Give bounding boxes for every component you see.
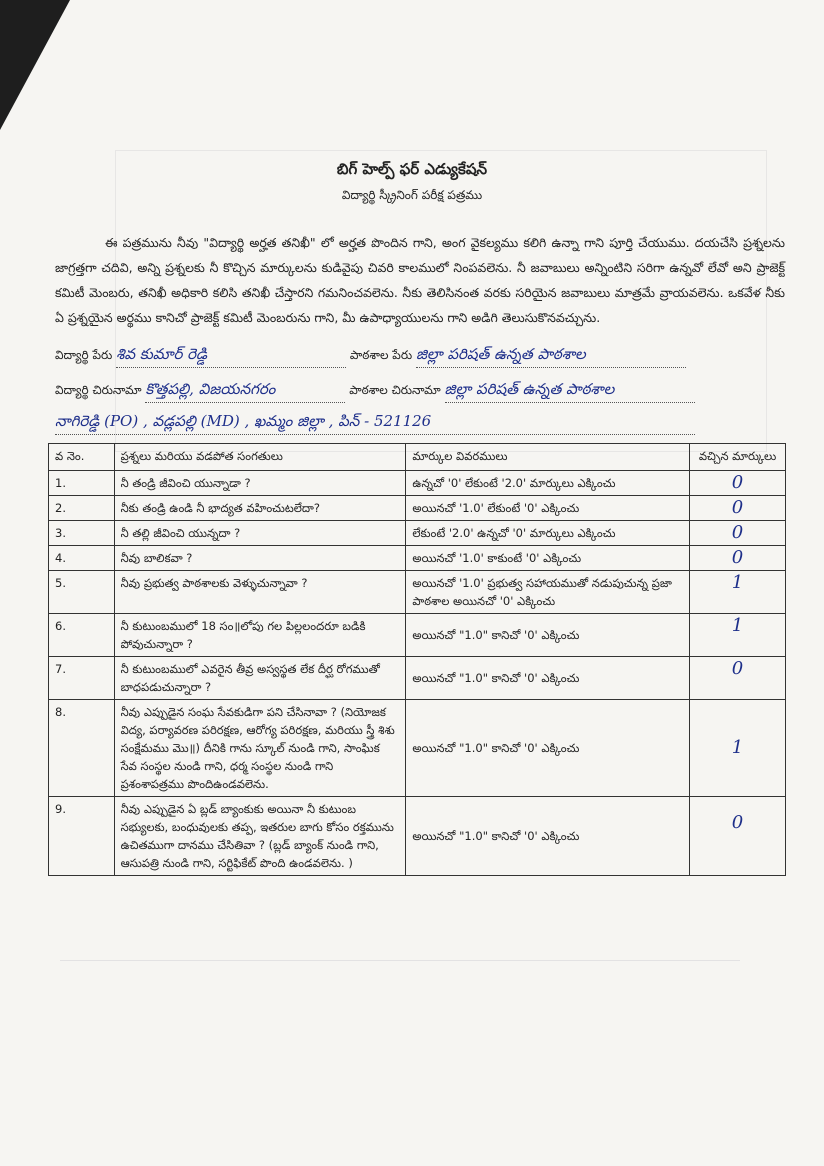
row-mark-cell[interactable] (690, 700, 786, 797)
page-title: బిగ్ హెల్ప్ ఫర్ ఎడ్యుకేషన్ (336, 160, 488, 178)
school-address-value: జిల్లా పరిషత్ ఉన్నత పాఠశాల (444, 380, 615, 398)
row-question: నీవు ప్రభుత్వ పాఠశాలకు వెళ్ళుచున్నావా ? (114, 571, 406, 614)
row-details: అయినచో '1.0' కాకుంటే '0' ఎక్కించు (406, 546, 690, 571)
student-address-field[interactable] (145, 380, 345, 403)
row-serial: 2. (49, 496, 115, 521)
row-question: నీ కుటుంబములో 18 సం॥లోపు గల పిల్లలందరూ బడికి పోవుచున్నారా ? (114, 614, 406, 657)
row-serial: 9. (49, 797, 115, 876)
row-question: నీవు ఎప్పుడైన సంఘ సేవకుడిగా పని చేసినావా ? (నియోజక విద్య, పర్యావరణ పరిరక్షణ, ఆరోగ్య పరిరక్షణ, మరియు స్త్రీ శిశు సంక్షేమము మొ॥) దీనికి గాను స్కూల్ నుండి గాని, సాంఘిక సేవ సంస్థల నుండి గాని, ధర్మ సంస్థల నుండి గాని ప్రశంశాపత్రము పొందిఉండవలెను. (114, 700, 406, 797)
bleed-through-shadow-bottom (60, 960, 740, 1051)
school-address-field[interactable] (445, 380, 695, 403)
row-mark: 1 (731, 572, 744, 593)
row-mark-cell[interactable] (690, 546, 786, 571)
table-row (49, 471, 786, 496)
row-mark: 0 (731, 522, 744, 543)
table-row (49, 546, 786, 571)
school-address-label: పాఠశాల చిరునామా (349, 383, 441, 397)
student-name-value: శివ కుమార్ రెడ్డి (116, 345, 208, 363)
address-line2-value: నాగిరెడ్డి (PO) , వడ్లపల్లి (MD) , ఖమ్మం జిల్లా , పిన్ - 521126 (55, 412, 432, 430)
row-details: అయినచో '1.0' ప్రభుత్వ సహాయముతో నడుపుచున్న ప్రజా పాఠశాల అయినచో '0' ఎక్కించు (406, 571, 690, 614)
header-marks: వచ్చిన మార్కులు (690, 444, 786, 471)
row-mark-cell[interactable] (690, 571, 786, 614)
row-details: అయినచో "1.0" కానిచో '0' ఎక్కించు (406, 657, 690, 700)
row-mark: 0 (731, 658, 744, 679)
row-question: నీ తల్లి జీవించి యున్నదా ? (114, 521, 406, 546)
row-details: అయినచో "1.0" కానిచో '0' ఎక్కించు (406, 797, 690, 876)
table-row (49, 614, 786, 657)
row-serial: 6. (49, 614, 115, 657)
row-details: అయినచో "1.0" కానిచో '0' ఎక్కించు (406, 614, 690, 657)
header-serial: వ నెం. (49, 444, 115, 471)
row-serial: 7. (49, 657, 115, 700)
field-row-name (55, 345, 686, 368)
folded-corner (0, 0, 70, 130)
row-question: నీ తండ్రి జీవించి యున్నాడా ? (114, 471, 406, 496)
row-mark-cell[interactable] (690, 797, 786, 876)
row-mark: 0 (731, 547, 744, 568)
school-name-value: జిల్లా పరిషత్ ఉన్నత పాఠశాల (415, 345, 586, 363)
school-name-label: పాఠశాల పేరు (349, 348, 413, 362)
student-address-value: కొత్తపల్లి, విజయనగరం (145, 380, 276, 398)
school-name-field[interactable] (416, 345, 686, 368)
row-details: లేకుంటే '2.0' ఉన్నచో '0' మార్కులు ఎక్కించు (406, 521, 690, 546)
row-question: నీ కుటుంబములో ఎవరైన తీవ్ర అస్వస్థత లేక దీర్ఘ రోగముతో బాధపడుచున్నారా ? (114, 657, 406, 700)
table-row (49, 700, 786, 797)
table-row (49, 571, 786, 614)
screening-table (48, 443, 786, 876)
student-address-label: విద్యార్థి చిరునామా (55, 383, 142, 397)
row-mark: 0 (731, 812, 744, 833)
table-row (49, 657, 786, 700)
row-mark: 1 (731, 615, 744, 636)
header-question: ప్రశ్నలు మరియు వడపోత సంగతులు (114, 444, 406, 471)
row-serial: 3. (49, 521, 115, 546)
row-serial: 4. (49, 546, 115, 571)
row-details: అయినచో '1.0' లేకుంటే '0' ఎక్కించు (406, 496, 690, 521)
row-mark-cell[interactable] (690, 471, 786, 496)
page-subtitle: విద్యార్థి స్క్రీనింగ్ పరీక్ష పత్రము (341, 188, 483, 202)
row-mark-cell[interactable] (690, 657, 786, 700)
field-row-address-line2 (55, 412, 695, 435)
row-question: నీవు బాలికవా ? (114, 546, 406, 571)
table-row (49, 797, 786, 876)
row-details: అయినచో "1.0" కానిచో '0' ఎక్కించు (406, 700, 690, 797)
table-row (49, 496, 786, 521)
row-mark: 0 (731, 472, 744, 493)
instructions-paragraph: ఈ పత్రమును నీవు "విద్యార్థి అర్హత తనిఖీ" లో అర్హత పొందిన గాని, అంగ వైకల్యము కలిగి ఉన్నా గాని పూర్తి చేయుము. దయచేసి ప్రశ్నలను జాగ్రత్తగా చదివి, అన్ని ప్రశ్నలకు నీ కొచ్చిన మార్కులను కుడివైపు చివరి కాలములో నింపవలెను. నీ జవాబులు అన్నింటిని సరిగా ఉన్నవో లేవో అని ప్రాజెక్ట్ కమిటీ మెంబరు, తనిఖీ అధికారి కలిసి తనిఖీ చేస్తారని గమనించవలెను. నీకు తెలిసినంత వరకు సరియైన జవాబులు మాత్రమే వ్రాయవలెను. ఒకవేళ నీకు ఏ ప్రశ్నయైన అర్థము కానిచో ప్రాజెక్ట్ కమిటీ మెంబరును గాని, మీ ఉపాధ్యాయులను గాని అడిగి తెలుసుకొనవచ్చును. (55, 235, 785, 325)
student-name-field[interactable] (116, 345, 346, 368)
row-mark-cell[interactable] (690, 614, 786, 657)
row-serial: 8. (49, 700, 115, 797)
row-mark-cell[interactable] (690, 496, 786, 521)
table-row (49, 521, 786, 546)
row-mark: 0 (731, 497, 744, 518)
row-question: నీకు తండ్రి ఉండి నీ భాద్యత వహించుటలేదా? (114, 496, 406, 521)
field-row-address (55, 380, 695, 403)
row-mark: 1 (731, 737, 744, 758)
row-details: ఉన్నచో '0' లేకుంటే '2.0' మార్కులు ఎక్కించు (406, 471, 690, 496)
table-header-row (49, 444, 786, 471)
row-serial: 5. (49, 571, 115, 614)
student-name-label: విద్యార్థి పేరు (55, 348, 113, 362)
header-details: మార్కుల వివరములు (406, 444, 690, 471)
row-mark-cell[interactable] (690, 521, 786, 546)
address-line2-field[interactable] (55, 412, 695, 435)
row-question: నీవు ఎప్పుడైన ఏ బ్లడ్ బ్యాంకుకు అయినా నీ కుటుంబ సభ్యులకు, బంధువులకు తప్ప, ఇతరుల బాగు కోసం రక్తమును ఉచితముగా దానము చేసితివా ? (బ్లడ్ బ్యాంక్ నుండి గాని, ఆసుపత్రి నుండి గాని, సర్టిఫికేట్ పొంది ఉండవలెను. ) (114, 797, 406, 876)
row-serial: 1. (49, 471, 115, 496)
